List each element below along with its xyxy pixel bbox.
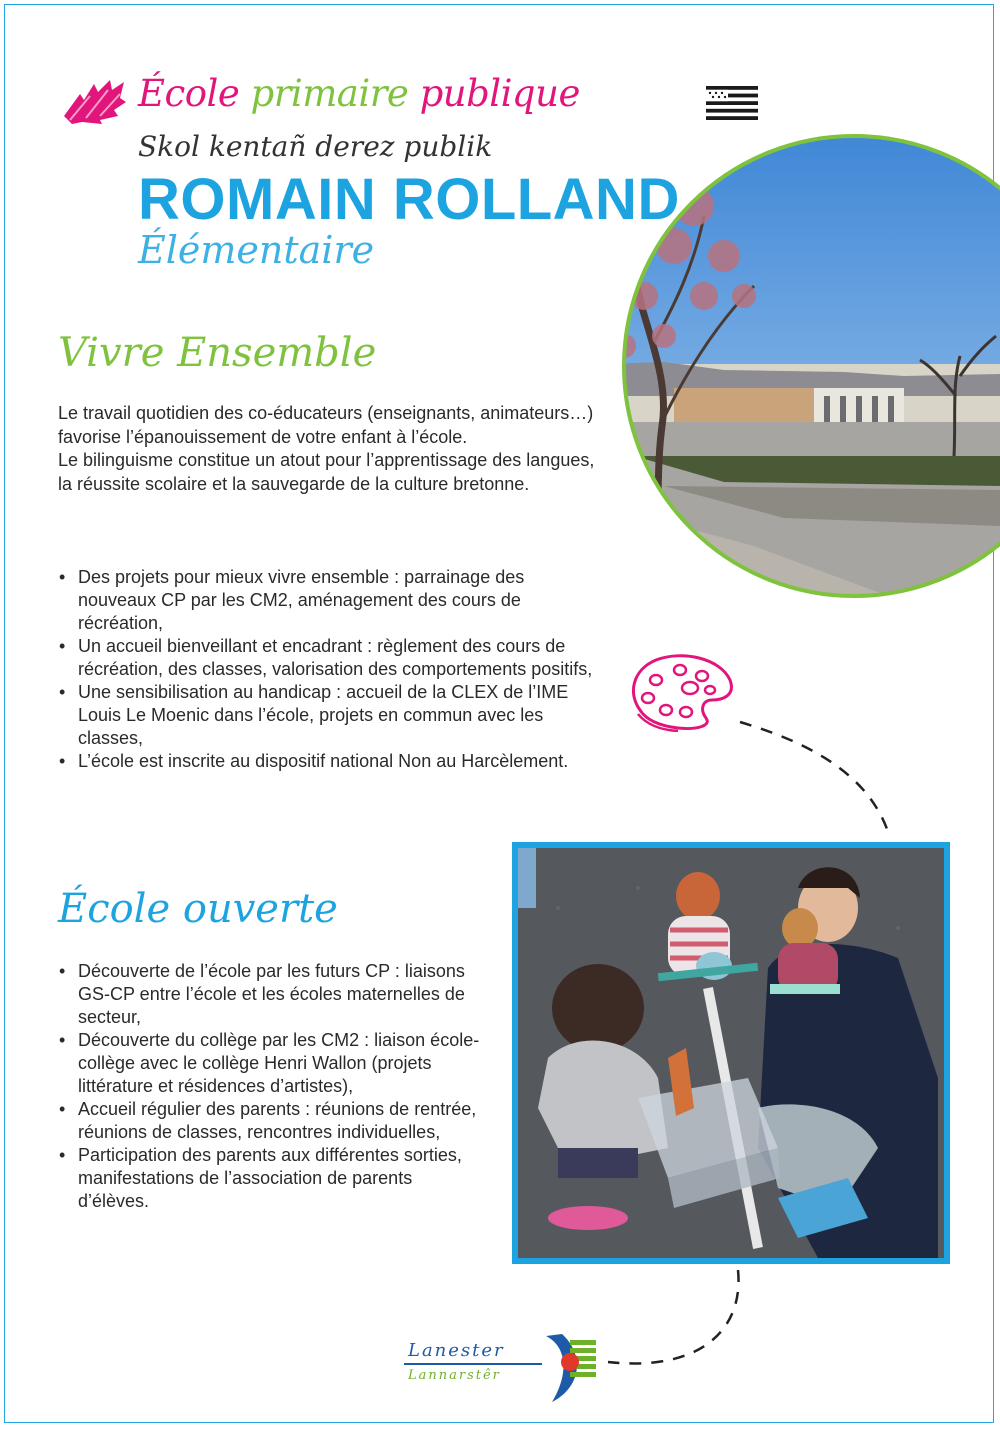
intro-text xyxy=(58,402,603,496)
list-item: • Une sensibilisation au handicap : accueil de la CLEX de l’IME Louis Le Moenic dans l’école, projets en commun avec les classes, xyxy=(58,681,603,750)
list-item: • Découverte de l’école par les futurs CP : liaisons GS-CP entre l’école et les écoles maternelles de secteur, xyxy=(58,960,488,1029)
title-word-ecole: École xyxy=(138,72,240,115)
logo-text-lannarster: Lannarstêr xyxy=(408,1368,501,1383)
school-name: ROMAIN ROLLAND xyxy=(138,167,680,232)
list-item: • Participation des parents aux différentes sorties, manifestations de l’association de parents d’élèves. xyxy=(58,1144,488,1213)
intro-paragraph: Le bilinguisme constitue un atout pour l’apprentissage des langues, la réussite scolaire et la sauvegarde de la culture bretonne. xyxy=(58,450,595,494)
list-item: • Un accueil bienveillant et encadrant : règlement des cours de récréation, des classes, valorisation des comportements positifs, xyxy=(58,635,603,681)
title-word-publique: publique xyxy=(419,72,580,115)
lanester-logo xyxy=(400,1332,600,1404)
intro-paragraph: Le travail quotidien des co-éducateurs (enseignants, animateurs…) favorise l’épanouissement de votre enfant à l’école. xyxy=(58,403,594,447)
list-item: • Des projets pour mieux vivre ensemble : parrainage des nouveaux CP par les CM2, aménagement des cours de récréation, xyxy=(58,566,603,635)
vivre-ensemble-list xyxy=(58,566,603,773)
schoolyard-photo xyxy=(604,126,1000,602)
title-ecole-primaire-publique xyxy=(138,72,580,115)
list-item: • Accueil régulier des parents : réunions de rentrée, réunions de classes, rencontres individuelles, xyxy=(58,1098,488,1144)
logo-divider xyxy=(404,1363,542,1365)
paint-palette-icon xyxy=(626,650,736,732)
heading-vivre-ensemble: Vivre Ensemble xyxy=(58,330,377,376)
subtitle-breton: Skol kentañ derez publik xyxy=(138,130,493,163)
children-activity-photo xyxy=(512,842,950,1264)
heading-ecole-ouverte: École ouverte xyxy=(58,886,338,932)
list-item: • Découverte du collège par les CM2 : liaison école-collège avec le collège Henri Wallon (projets littérature et résidences d’artistes), xyxy=(58,1029,488,1098)
logo-text-lanester: Lanester xyxy=(408,1340,505,1361)
list-item: • L’école est inscrite au dispositif national Non au Harcèlement. xyxy=(58,750,603,773)
logo-mark-icon xyxy=(536,1332,600,1404)
school-level: Élémentaire xyxy=(138,228,375,272)
brush-stroke-icon xyxy=(60,76,130,126)
breton-flag-icon xyxy=(706,86,758,120)
title-word-primaire: primaire xyxy=(250,72,409,115)
ecole-ouverte-list xyxy=(58,960,488,1213)
